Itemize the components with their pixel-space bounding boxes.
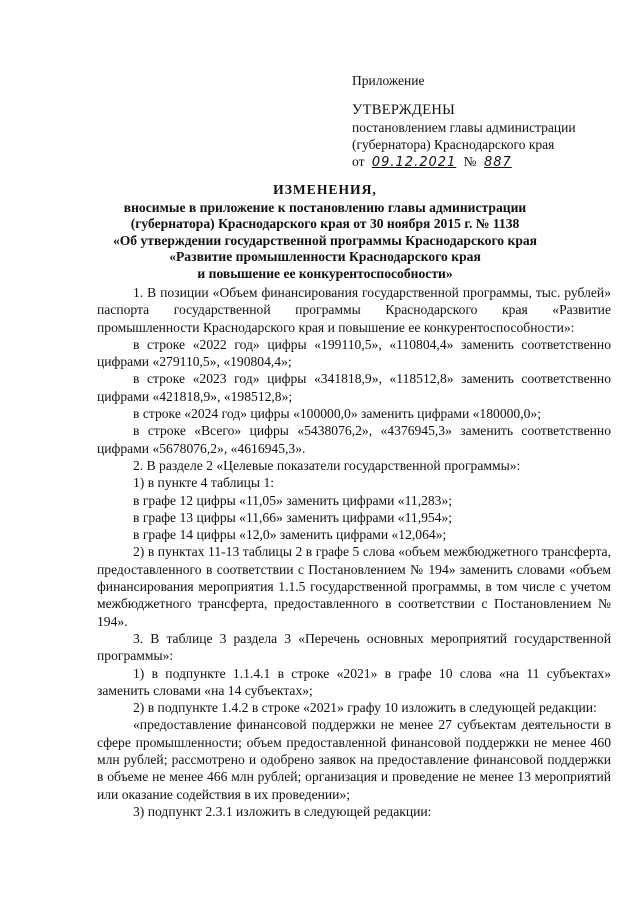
body-paragraph: «предоставление финансовой поддержки не менее 27 субъектам деятельности в сфере промышленности; объем предоставленной финансовой поддержки не менее 460 млн рублей; рассмотрено и одобрено заявок на предоставление финансовой поддержки в объеме не менее 466 млн рублей; организация и проведение не менее 13 мероприятий или оказание содействия в их проведении»; [97, 717, 611, 802]
heading-line: вносимые в приложение к постановлению главы администрации [123, 199, 527, 215]
date-prefix: от [352, 154, 365, 169]
body-paragraph: 1) в пункте 4 таблицы 1: [133, 475, 275, 491]
heading-line: (губернатора) Краснодарского края от 30 ноября 2015 г. № 1138 [130, 216, 520, 232]
body-paragraph: 2) в подпункте 1.4.2 в строке «2021» графу 10 изложить в следующей редакции: [133, 700, 597, 716]
heading-line: и повышение ее конкурентоспособности» [197, 265, 453, 281]
body-paragraph: 3. В таблице 3 раздела 3 «Перечень основных мероприятий государственной программы»: [97, 630, 611, 664]
approved-label: УТВЕРЖДЕНЫ [352, 102, 456, 118]
heading-line: «Об утверждении государственной программы Краснодарского края [112, 232, 538, 248]
approval-block [352, 72, 612, 171]
heading-lines [90, 200, 560, 283]
approval-date-line [352, 153, 612, 171]
heading-title: ИЗМЕНЕНИЯ, [273, 182, 377, 197]
body-paragraph: в строке «2024 год» цифры «100000,0» заменить цифрами «180000,0»; [133, 406, 541, 422]
body-paragraph: в строке «2022 год» цифры «199110,5», «110804,4» заменить соответственно цифрами «279110,5», «190804,4»; [97, 336, 611, 370]
approval-line-1: постановлением главы администрации [352, 120, 576, 135]
body-paragraph: в строке «Всего» цифры «5438076,2», «4376945,3» заменить соответственно цифрами «5678076,2», «4616945,3». [97, 423, 611, 456]
number-sign: № [463, 154, 477, 169]
appendix-label: Приложение [352, 73, 425, 88]
body-paragraph: 3) подпункт 2.3.1 изложить в следующей редакции: [133, 803, 432, 819]
body-paragraph: 1. В позиции «Объем финансирования государственной программы, тыс. рублей» паспорта государственной программы Краснодарского края «Развитие промышленности Краснодарского края и повышение ее конкурентоспособности»: [97, 285, 611, 335]
document-body [97, 284, 611, 820]
approval-line-2: (губернатора) Краснодарского края [352, 137, 555, 152]
handwritten-number: 887 [483, 155, 512, 170]
body-paragraph: в графе 14 цифры «12,0» заменить цифрами «12,064»; [133, 527, 447, 543]
handwritten-date: 09.12.2021 [371, 155, 457, 170]
body-paragraph: 2) в пунктах 11-13 таблицы 2 в графе 5 слова «объем межбюджетного трансферта, предоставленного в соответствии с Постановлением № 194» заменить словами «объем финансирования мероприятия 1.1.5 государственной программы, в том числе с учетом межбюджетного трансферта, предоставленного в соответствии с Постановлением № 194». [97, 544, 611, 629]
body-paragraph: в графе 13 цифры «11,66» заменить цифрами «11,954»; [133, 509, 453, 525]
body-paragraph: 1) в подпункте 1.1.4.1 в строке «2021» в графе 10 слова «на 11 субъектах» заменить словами «на 14 субъектах»; [97, 665, 611, 698]
body-paragraph: в строке «2023 год» цифры «341818,9», «118512,8» заменить соответственно цифрами «421818,9», «198512,8»; [97, 371, 611, 404]
body-paragraph: в графе 12 цифры «11,05» заменить цифрами «11,283»; [133, 492, 453, 508]
body-paragraph: 2. В разделе 2 «Целевые показатели государственной программы»: [133, 457, 521, 473]
document-heading [90, 182, 560, 283]
heading-line: «Развитие промышленности Краснодарского края [169, 249, 481, 265]
